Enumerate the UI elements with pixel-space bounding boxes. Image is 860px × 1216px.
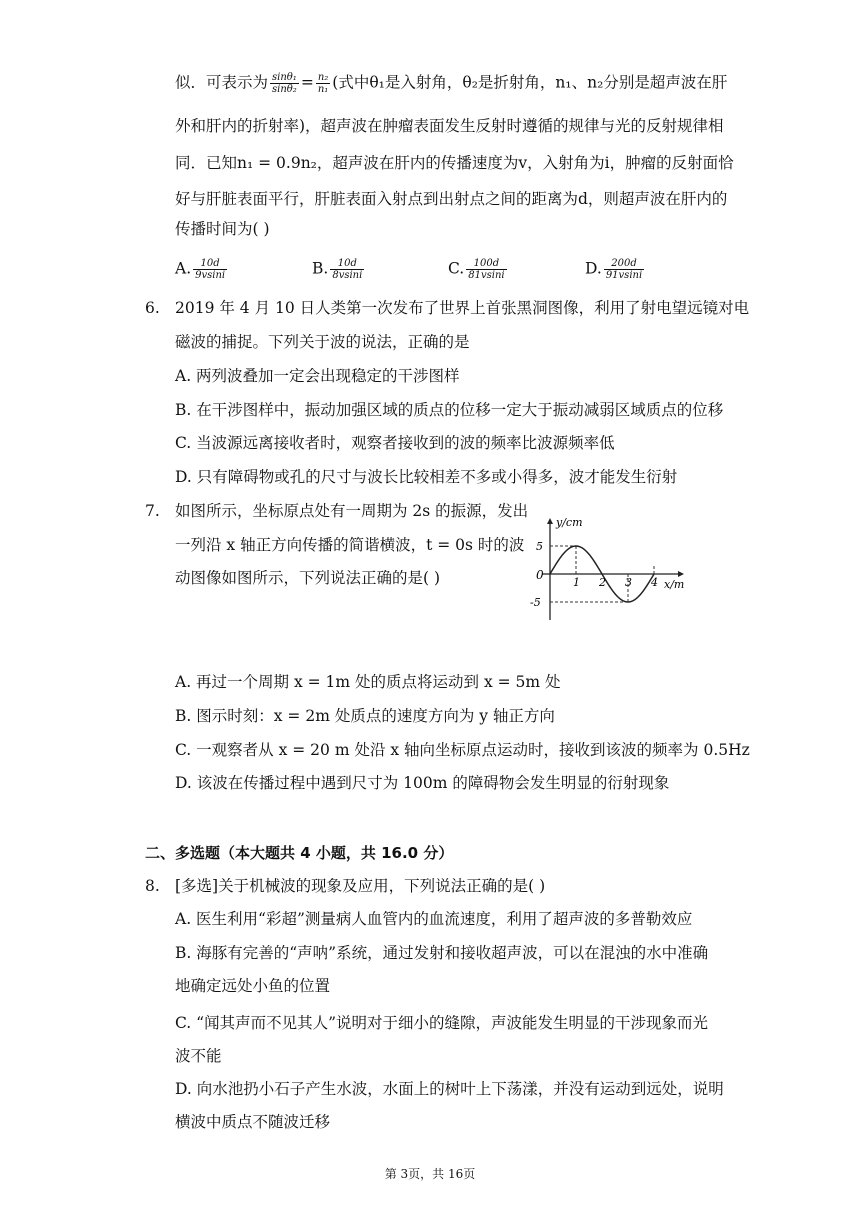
page-footer: 第 3页，共 16页 (384, 1167, 476, 1181)
q7-number: 7. (145, 502, 160, 520)
y-tick-label: -5 (530, 596, 541, 609)
fraction-sin: $\frac{\text{sinθ₁}}{\text{sinθ₂}}$ (272, 72, 297, 95)
q5-line3: 同．已知n₁ = 0.9n₂，超声波在肝内的传播速度为v，入射角为i，肿瘤的反射面恰 (175, 154, 734, 172)
wave-graph (525, 512, 705, 624)
y-tick-label: 5 (536, 540, 543, 553)
q8-option-d-line2: 横波中质点不随波迁移 (175, 1113, 331, 1131)
q6-option-c: C. 当波源远离接收者时，观察者接收到的波的频率比波源频率低 (175, 434, 615, 452)
q6-option-a: A. 两列波叠加一定会出现稳定的干涉图样 (175, 367, 460, 385)
y-axis-arrow (547, 518, 553, 524)
q6-line2: 磁波的捕捉。下列关于波的说法，正确的是 (175, 333, 470, 351)
x-axis-label: x/m (664, 578, 685, 591)
q7-option-c: C. 一观察者从 x = 20 m 处沿 x 轴向坐标原点运动时，接收到该波的频率为 0.5Hz (175, 741, 750, 759)
q5-line4: 好与肝脏表面平行，肝脏表面入射点到出射点之间的距离为d，则超声波在肝内的 (175, 190, 728, 208)
q5-option-b: B. $\frac{10d}{8vsini}$ (312, 258, 363, 281)
q5-line5: 传播时间为( ) (175, 220, 270, 238)
q8-line1: [多选]关于机械波的现象及应用，下列说法正确的是( ) (175, 877, 546, 895)
q8-number: 8. (145, 877, 160, 895)
q8-option-b-line2: 地确定远处小鱼的位置 (175, 977, 331, 995)
x-tick-label: 4 (651, 576, 658, 589)
x-tick-label: 2 (599, 576, 606, 589)
q5-option-c: C. $\frac{100d}{81vsini}$ (448, 258, 505, 281)
x-tick-label: 3 (625, 576, 632, 589)
q7-option-d: D. 该波在传播过程中遇到尺寸为 100m 的障碍物会发生明显的衍射现象 (175, 774, 670, 792)
q6-option-d: D. 只有障碍物或孔的尺寸与波长比较相差不多或小得多，波才能发生衍射 (175, 468, 678, 486)
q7-line3: 动图像如图所示，下列说法正确的是( ) (175, 569, 441, 587)
q6-number: 6. (145, 299, 160, 317)
origin-label: 0 (536, 568, 544, 582)
x-tick-label: 1 (573, 576, 580, 589)
fraction-n: $\frac{\text{n₂}}{\text{n₁}}$ (317, 72, 329, 95)
q7-option-a: A. 再过一个周期 x = 1m 处的质点将运动到 x = 5m 处 (175, 673, 561, 691)
q5-option-d: D. $\frac{200d}{91vsini}$ (585, 258, 643, 281)
q8-option-c-line2: 波不能 (175, 1047, 222, 1065)
q5-line1: 似．可表示为 $\frac{\text{sinθ₁}}{\text{sinθ₂}}$ = $\frac{\text{n₂}}{\text{n₁}}$ (式中θ₁是入射角，θ₂是折射角，n₁、n₂分别是超声波在肝 (175, 72, 728, 95)
q5-line2: 外和肝内的折射率)，超声波在肿瘤表面发生反射时遵循的规律与光的反射规律相 (175, 117, 724, 135)
q7-line2: 一列沿 x 轴正方向传播的简谐横波，t = 0s 时的波 (175, 536, 525, 554)
q7-option-b: B. 图示时刻：x = 2m 处质点的速度方向为 y 轴正方向 (175, 707, 555, 725)
q5-option-a: A. $\frac{10d}{9vsini}$ (175, 258, 226, 281)
section-title: 二、多选题（本大题共 4 小题，共 16.0 分） (145, 844, 454, 862)
q8-option-a: A. 医生利用“彩超”测量病人血管内的血流速度，利用了超声波的多普勒效应 (175, 910, 693, 928)
q8-option-c-line1: C. “闻其声而不见其人”说明对于细小的缝隙，声波能发生明显的干涉现象而光 (175, 1014, 709, 1032)
q6-line1: 2019 年 4 月 10 日人类第一次发布了世界上首张黑洞图像，利用了射电望远镜对电 (175, 299, 750, 317)
y-axis-label: y/cm (556, 516, 583, 529)
q8-option-b-line1: B. 海豚有完善的“声呐”系统，通过发射和接收超声波，可以在混浊的水中准确 (175, 944, 709, 962)
q8-option-d-line1: D. 向水池扔小石子产生水波，水面上的树叶上下荡漾，并没有运动到远处，说明 (175, 1080, 724, 1098)
q6-option-b: B. 在干涉图样中，振动加强区域的质点的位移一定大于振动减弱区域质点的位移 (175, 401, 724, 419)
q7-line1: 如图所示，坐标原点处有一周期为 2s 的振源，发出 (175, 502, 529, 520)
x-axis-arrow (678, 571, 684, 577)
